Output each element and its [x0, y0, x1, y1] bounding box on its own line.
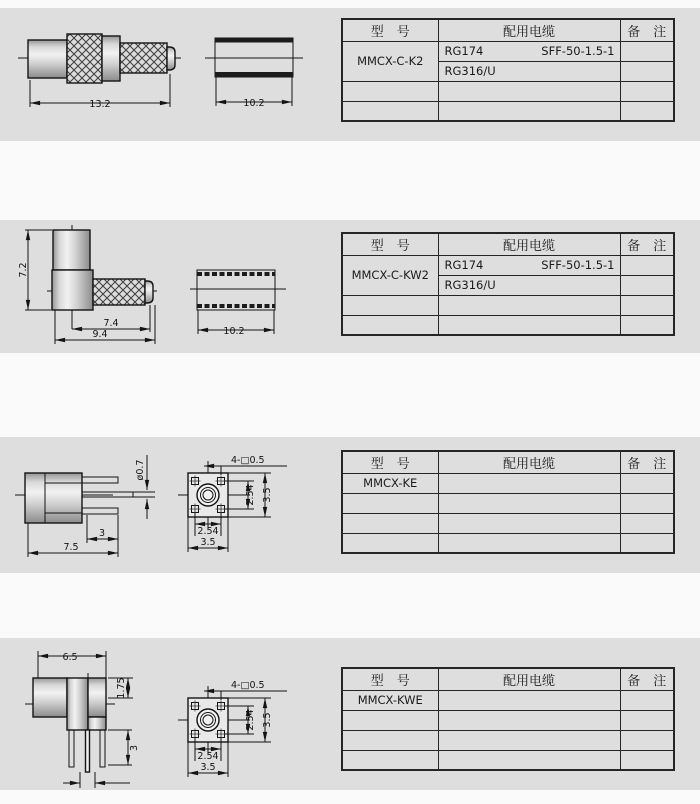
- model-cell: [342, 513, 438, 533]
- remark-cell: [620, 101, 674, 121]
- drawing-flange-view: [175, 445, 295, 570]
- model-cell: [342, 315, 438, 335]
- model-cell: MMCX-C-KW2: [342, 255, 438, 295]
- drawing-straight-connector: [18, 30, 198, 115]
- dim-pitch-vertical: 2.54: [245, 709, 256, 731]
- drawing-right-angle-pcb-jack: [25, 645, 170, 795]
- dim-pin-spec: 4-□0.5: [231, 680, 265, 691]
- drawing-cable-sleeve-knurled: [190, 250, 290, 340]
- col-header-cable: 配用电缆: [438, 19, 620, 41]
- dim-top-offset: 1.75: [116, 677, 127, 699]
- col-header-remark: 备 注: [620, 19, 674, 41]
- cable-name: RG174: [444, 258, 484, 272]
- dim-height: 7.2: [18, 262, 29, 278]
- drawing-pcb-jack: [15, 445, 170, 570]
- col-header-model: 型 号: [342, 451, 438, 473]
- cable-cell: [438, 493, 620, 513]
- model-cell: [342, 750, 438, 770]
- col-header-cable: 配用电缆: [438, 668, 620, 690]
- col-header-remark: 备 注: [620, 451, 674, 473]
- remark-cell: [620, 533, 674, 553]
- dim-sleeve-length: 10.2: [223, 326, 245, 337]
- spec-table: [341, 18, 675, 122]
- cable-cell: [438, 255, 620, 275]
- dim-flange-vertical: 3.5: [262, 712, 273, 728]
- dim-pitch-horizontal: 2.54: [197, 751, 219, 762]
- model-cell: [342, 710, 438, 730]
- dim-total-length: 13.2: [89, 99, 111, 110]
- model-cell: [342, 493, 438, 513]
- remark-cell: [620, 730, 674, 750]
- model-cell: [342, 533, 438, 553]
- cable-cell: [438, 730, 620, 750]
- cable-cell: [438, 710, 620, 730]
- remark-cell: [620, 493, 674, 513]
- cable-cell: [438, 295, 620, 315]
- cable-name: SFF-50-1.5-1: [541, 258, 615, 272]
- remark-cell: [620, 275, 674, 295]
- dim-flange-horizontal: 3.5: [200, 762, 216, 773]
- model-cell: MMCX-KE: [342, 473, 438, 493]
- cable-cell: [438, 315, 620, 335]
- dim-body-width: 6.5: [62, 652, 78, 663]
- dim-sleeve-length: 10.2: [243, 98, 265, 109]
- cable-cell: [438, 473, 620, 493]
- cable-name: SFF-50-1.5-1: [541, 44, 615, 58]
- remark-cell: [620, 255, 674, 275]
- drawing-right-angle-connector: [15, 222, 165, 352]
- cable-cell: [438, 101, 620, 121]
- remark-cell: [620, 690, 674, 710]
- spec-table: [341, 232, 675, 336]
- cable-cell: [438, 533, 620, 553]
- dim-flange-vertical: 3.5: [262, 487, 273, 503]
- cable-cell: [438, 750, 620, 770]
- spec-table: [341, 450, 675, 554]
- cable-cell: [438, 41, 620, 61]
- model-cell: MMCX-C-K2: [342, 41, 438, 81]
- remark-cell: [620, 710, 674, 730]
- model-cell: [342, 730, 438, 750]
- model-cell: [342, 101, 438, 121]
- cable-name: RG174: [444, 44, 484, 58]
- model-cell: [342, 295, 438, 315]
- cable-cell: RG316/U: [438, 61, 620, 81]
- dim-barrel-length: 7.4: [103, 318, 119, 329]
- remark-cell: [620, 81, 674, 101]
- drawing-cable-sleeve: [205, 30, 305, 110]
- col-header-model: 型 号: [342, 668, 438, 690]
- remark-cell: [620, 295, 674, 315]
- remark-cell: [620, 473, 674, 493]
- dim-pitch-horizontal: 2.54: [197, 526, 219, 537]
- dim-pin-spec: 4-□0.5: [231, 455, 265, 466]
- drawing-flange-view: [175, 670, 295, 795]
- spec-table: [341, 667, 675, 771]
- model-cell: [342, 81, 438, 101]
- dim-pitch-vertical: 2.54: [245, 484, 256, 506]
- dim-total-length: 9.4: [92, 329, 108, 340]
- dim-pin-diameter: ø0.7: [135, 459, 146, 481]
- remark-cell: [620, 315, 674, 335]
- col-header-remark: 备 注: [620, 668, 674, 690]
- remark-cell: [620, 513, 674, 533]
- remark-cell: [620, 750, 674, 770]
- cable-cell: [438, 513, 620, 533]
- cable-cell: RG316/U: [438, 275, 620, 295]
- col-header-model: 型 号: [342, 19, 438, 41]
- dim-flange-horizontal: 3.5: [200, 537, 216, 548]
- dim-pin-length: 3: [129, 744, 140, 752]
- remark-cell: [620, 61, 674, 81]
- col-header-cable: 配用电缆: [438, 451, 620, 473]
- col-header-cable: 配用电缆: [438, 233, 620, 255]
- model-cell: MMCX-KWE: [342, 690, 438, 710]
- col-header-model: 型 号: [342, 233, 438, 255]
- cable-cell: [438, 690, 620, 710]
- dim-pin-length: 3: [98, 528, 106, 539]
- remark-cell: [620, 41, 674, 61]
- dim-body-length: 7.5: [63, 542, 79, 553]
- cable-cell: [438, 81, 620, 101]
- col-header-remark: 备 注: [620, 233, 674, 255]
